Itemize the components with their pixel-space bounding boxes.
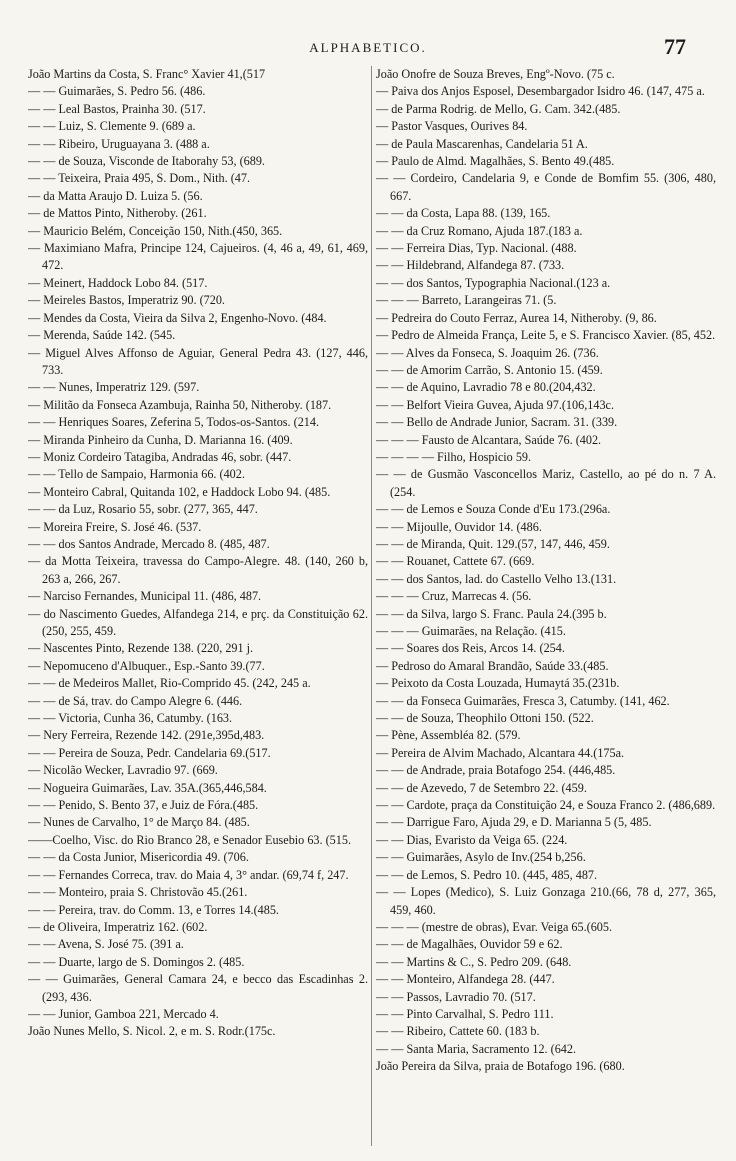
directory-entry: — — Monteiro, praia S. Christovão 45.(261. xyxy=(28,885,248,900)
directory-entry: — Mauricio Belém, Conceição 150, Nith.(450, 365. xyxy=(28,223,283,238)
running-head xyxy=(0,34,736,60)
directory-entry: — — de Souza, Visconde de Itaborahy 53, (689. xyxy=(28,154,265,169)
directory-entry: — — — Fausto de Alcantara, Saúde 76. (402. xyxy=(376,432,602,447)
directory-entry: — — da Silva, largo S. Franc. Paula 24.(395 b. xyxy=(376,606,607,621)
directory-entry: — Narciso Fernandes, Municipal 11. (486, 487. xyxy=(28,589,262,604)
directory-entry: — — Ribeiro, Uruguayana 3. (488 a. xyxy=(28,136,210,151)
directory-entry: — — Junior, Gamboa 221, Mercado 4. xyxy=(28,1006,219,1021)
left-column xyxy=(28,66,368,1154)
directory-entry: — — Henriques Soares, Zeferina 5, Todos-os-Santos. (214. xyxy=(28,415,320,430)
directory-entry: — Nogueira Guimarães, Lav. 35A.(365,446,584. xyxy=(28,780,267,795)
directory-entry: — — Penido, S. Bento 37, e Juiz de Fóra.(485. xyxy=(28,798,259,813)
directory-entry: — Pereira de Alvim Machado, Alcantara 44.(175a. xyxy=(376,745,625,760)
directory-entry: — — Victoria, Cunha 36, Catumby. (163. xyxy=(28,711,233,726)
directory-entry: — — Pereira, trav. do Comm. 13, e Torres 14.(485. xyxy=(28,902,279,917)
directory-entry: — — Teixeira, Praia 495, S. Dom., Nith. (47. xyxy=(28,171,250,186)
directory-entry: — de Parma Rodrig. de Mello, G. Cam. 342.(485. xyxy=(376,101,621,116)
directory-entry: — Nicolão Wecker, Lavradio 97. (669. xyxy=(28,763,218,778)
directory-entry: — — — Barreto, Larangeiras 71. (5. xyxy=(376,293,557,308)
directory-entry: — Nunes de Carvalho, 1° de Março 84. (485. xyxy=(28,815,250,830)
directory-entry: — — Alves da Fonseca, S. Joaquim 26. (736. xyxy=(376,345,599,360)
directory-entry: — — Darrigue Faro, Ajuda 29, e D. Marianna 5 (5, 485. xyxy=(376,815,652,830)
directory-entry: — Monteiro Cabral, Quitanda 102, e Haddock Lobo 94. (485. xyxy=(28,484,331,499)
directory-entry: — — Ribeiro, Cattete 60. (183 b. xyxy=(376,1024,540,1039)
directory-entry: — — Luiz, S. Clemente 9. (689 a. xyxy=(28,119,196,134)
directory-entry: — da Matta Araujo D. Luiza 5. (56. xyxy=(28,188,203,203)
directory-entry: — — Mijoulle, Ouvidor 14. (486. xyxy=(376,519,542,534)
directory-entry: — — dos Santos, Typographia Nacional.(123 a. xyxy=(376,275,611,290)
directory-entry: — — Cordeiro, Candelaria 9, e Conde de Bomfim 55. (306, 480, 667. xyxy=(376,171,716,203)
column-divider xyxy=(371,66,372,1146)
directory-entry: — Miguel Alves Affonso de Aguiar, General Pedra 43. (127, 446, 733. xyxy=(28,345,368,377)
directory-entry: — — Rouanet, Cattete 67. (669. xyxy=(376,554,535,569)
directory-entry: — — de Magalhães, Ouvidor 59 e 62. xyxy=(376,937,563,952)
directory-entry: — Merenda, Saúde 142. (545. xyxy=(28,328,176,343)
directory-entry: — — da Luz, Rosario 55, sobr. (277, 365, 447. xyxy=(28,502,258,517)
page-heading: ALPHABETICO. xyxy=(309,40,427,55)
directory-entry: — — Bello de Andrade Junior, Sacram. 31. (339. xyxy=(376,415,618,430)
directory-entry: — — Guimarães, S. Pedro 56. (486. xyxy=(28,84,206,99)
directory-entry: — — Santa Maria, Sacramento 12. (642. xyxy=(376,1041,577,1056)
directory-entry: — — — — Filho, Hospicio 59. xyxy=(376,449,532,464)
right-column xyxy=(376,66,716,1154)
directory-entry: — — de Azevedo, 7 de Setembro 22. (459. xyxy=(376,780,587,795)
directory-entry: — — Passos, Lavradio 70. (517. xyxy=(376,989,536,1004)
directory-entry: — — Leal Bastos, Prainha 30. (517. xyxy=(28,101,206,116)
directory-entry: — — Guimarães, Asylo de Inv.(254 b,256. xyxy=(376,850,586,865)
directory-entry: — Maximiano Mafra, Principe 124, Cajueiros. (4, 46 a, 49, 61, 469, 472. xyxy=(28,241,368,273)
directory-entry: — — — Guimarães, na Relação. (415. xyxy=(376,624,566,638)
directory-entry: — — Hildebrand, Alfandega 87. (733. xyxy=(376,258,565,273)
directory-entry: — de Mattos Pinto, Nitheroby. (261. xyxy=(28,206,207,221)
directory-entry: — — de Miranda, Quit. 129.(57, 147, 446, 459. xyxy=(376,536,610,551)
directory-entry: João Martins da Costa, S. Franc° Xavier 41,(517 xyxy=(28,67,266,81)
directory-entry: — de Oliveira, Imperatriz 162. (602. xyxy=(28,919,208,934)
directory-entry: — do Nascimento Guedes, Alfandega 214, e prç. da Constituição 62. (250, 255, 459. xyxy=(28,606,368,638)
directory-entry: — — Pinto Carvalhal, S. Pedro 111. xyxy=(376,1006,554,1021)
directory-entry: — Pastor Vasques, Ourives 84. xyxy=(376,119,528,134)
directory-entry: — — Tello de Sampaio, Harmonia 66. (402. xyxy=(28,467,245,482)
page-number: 77 xyxy=(664,34,686,59)
directory-entry: — — de Amorim Carrão, S. Antonio 15. (459. xyxy=(376,362,603,377)
directory-entry: — Nascentes Pinto, Rezende 138. (220, 291 j. xyxy=(28,641,254,656)
directory-entry: — — de Medeiros Mallet, Rio-Comprido 45. (242, 245 a. xyxy=(28,676,311,691)
directory-entry: — — dos Santos, lad. do Castello Velho 13.(131. xyxy=(376,571,617,586)
directory-entry: — — da Cruz Romano, Ajuda 187.(183 a. xyxy=(376,223,583,238)
directory-entry: — Meinert, Haddock Lobo 84. (517. xyxy=(28,275,208,290)
directory-entry: — — Soares dos Reis, Arcos 14. (254. xyxy=(376,641,565,656)
directory-entry: — de Paula Mascarenhas, Candelaria 51 A. xyxy=(376,136,588,151)
directory-entry: — — Lopes (Medico), S. Luiz Gonzaga 210.(66, 78 d, 277, 365, 459, 460. xyxy=(376,885,716,917)
directory-entry: — Nepomuceno d'Albuquer., Esp.-Santo 39.(77. xyxy=(28,658,265,673)
directory-entry: — — dos Santos Andrade, Mercado 8. (485, 487. xyxy=(28,536,270,551)
directory-entry: — — de Lemos e Souza Conde d'Eu 173.(296a. xyxy=(376,502,611,517)
two-column-body xyxy=(28,66,716,1154)
directory-entry: — — de Sá, trav. do Campo Alegre 6. (446. xyxy=(28,693,243,708)
directory-entry: — Moreira Freire, S. José 46. (537. xyxy=(28,519,202,534)
directory-entry: — — de Aquino, Lavradio 78 e 80.(204,432. xyxy=(376,380,596,395)
directory-entry: João Onofre de Souza Breves, Engº-Novo. (75 c. xyxy=(376,67,615,81)
directory-entry: — Pedro de Almeida França, Leite 5, e S. Francisco Xavier. (85, 452. xyxy=(376,328,716,343)
directory-entry: — Mendes da Costa, Vieira da Silva 2, Engenho-Novo. (484. xyxy=(28,310,327,325)
directory-entry: — — Avena, S. José 75. (391 a. xyxy=(28,937,184,952)
directory-entry: — — Belfort Vieira Guvea, Ajuda 97.(106,143c. xyxy=(376,397,614,412)
directory-entry: — Paulo de Almd. Magalhães, S. Bento 49.(485. xyxy=(376,154,615,169)
directory-entry: — Pedroso do Amaral Brandão, Saúde 33.(485. xyxy=(376,658,609,673)
directory-entry: — Peixoto da Costa Louzada, Humaytá 35.(231b. xyxy=(376,676,620,691)
directory-entry: — — Duarte, largo de S. Domingos 2. (485. xyxy=(28,954,245,969)
directory-entry: — Nery Ferreira, Rezende 142. (291e,395d,483. xyxy=(28,728,265,743)
directory-entry: — — Fernandes Correca, trav. do Maia 4, 3° andar. (69,74 f, 247. xyxy=(28,867,349,882)
directory-entry: — — — (mestre de obras), Evar. Veiga 65.(605. xyxy=(376,919,613,934)
directory-entry: — — de Lemos, S. Pedro 10. (445, 485, 487. xyxy=(376,867,598,882)
directory-entry: — Miranda Pinheiro da Cunha, D. Marianna 16. (409. xyxy=(28,432,293,447)
directory-entry: — — Nunes, Imperatriz 129. (597. xyxy=(28,380,200,395)
directory-entry: — — — Cruz, Marrecas 4. (56. xyxy=(376,589,532,604)
directory-entry: João Pereira da Silva, praia de Botafogo 196. (680. xyxy=(376,1059,625,1074)
directory-entry: — Militão da Fonseca Azambuja, Rainha 50, Nitheroby. (187. xyxy=(28,397,332,412)
directory-entry: — Pedreira do Couto Ferraz, Aurea 14, Nitheroby. (9, 86. xyxy=(376,310,657,325)
directory-entry: — — da Costa Junior, Misericordia 49. (706. xyxy=(28,850,249,865)
directory-entry: — da Motta Teixeira, travessa do Campo-Alegre. 48. (140, 260 b, 263 a, 266, 267. xyxy=(28,554,368,586)
directory-entry: — Paiva dos Anjos Esposel, Desembargador Isidro 46. (147, 475 a. xyxy=(376,84,705,99)
directory-entry: — — Monteiro, Alfandega 28. (447. xyxy=(376,972,555,987)
directory-entry: ——Coelho, Visc. do Rio Branco 28, e Senador Eusebio 63. (515. xyxy=(28,832,351,847)
directory-entry: João Nunes Mello, S. Nicol. 2, e m. S. Rodr.(175c. xyxy=(28,1024,276,1039)
directory-entry: — — de Gusmão Vasconcellos Mariz, Castello, ao pé do n. 7 A. (254. xyxy=(376,467,716,499)
directory-entry: — — de Andrade, praia Botafogo 254. (446,485. xyxy=(376,763,616,778)
directory-entry: — — da Fonseca Guimarães, Fresca 3, Catumby. (141, 462. xyxy=(376,693,670,708)
directory-entry: — — Cardote, praça da Constituição 24, e Souza Franco 2. (486,689. xyxy=(376,798,716,813)
directory-entry: — Meireles Bastos, Imperatriz 90. (720. xyxy=(28,293,225,308)
directory-entry: — — da Costa, Lapa 88. (139, 165. xyxy=(376,206,551,221)
directory-entry: — — Martins & C., S. Pedro 209. (648. xyxy=(376,954,572,969)
directory-entry: — — Guimarães, General Camara 24, e becco das Escadinhas 2. (293, 436. xyxy=(28,972,368,1004)
directory-entry: — Moniz Cordeiro Tatagiba, Andradas 46, sobr. (447. xyxy=(28,449,292,464)
directory-entry: — — Ferreira Dias, Typ. Nacional. (488. xyxy=(376,241,577,256)
directory-entry: — Pène, Assembléa 82. (579. xyxy=(376,728,521,743)
directory-entry: — — Dias, Evaristo da Veiga 65. (224. xyxy=(376,832,568,847)
directory-entry: — — de Souza, Theophilo Ottoni 150. (522. xyxy=(376,711,594,726)
directory-entry: — — Pereira de Souza, Pedr. Candelaria 69.(517. xyxy=(28,745,271,760)
